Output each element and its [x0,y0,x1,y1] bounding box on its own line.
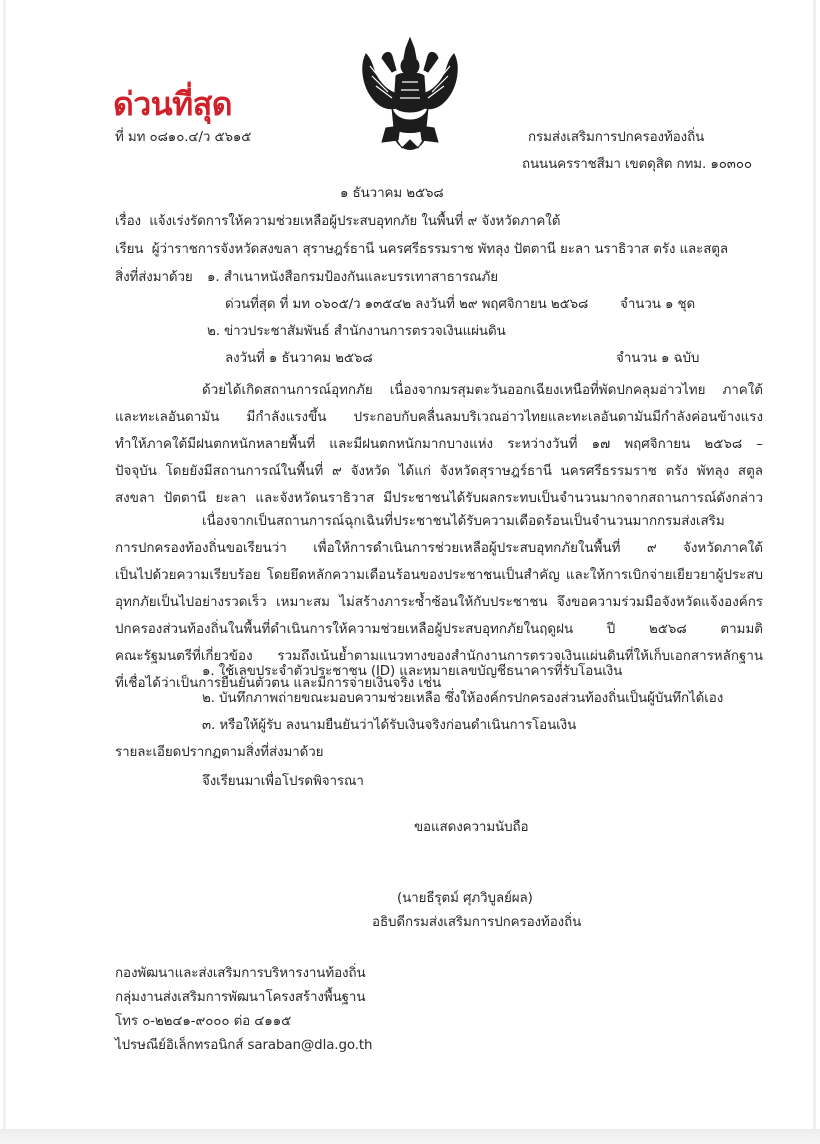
agency-address: ถนนนครราชสีมา เขตดุสิต กทม. ๑๐๓๐๐ [522,157,752,172]
footer-email: ไปรษณีย์อิเล็กทรอนิกส์ saraban@dla.go.th [115,1038,373,1053]
paragraph-1-line: ด้วยได้เกิดสถานการณ์อุทกภัย เนื่องจากมรสุมตะวันออกเฉียงเหนือที่พัดปกคลุมอ่าวไทย ภาคใต้ [202,383,763,398]
enclosure-2-quantity: จำนวน ๑ ฉบับ [616,351,700,366]
agency-name: กรมส่งเสริมการปกครองท้องถิ่น [528,130,705,145]
document-number: ที่ มท ๐๘๑๐.๔/ว ๕๖๑๕ [115,130,252,145]
signatory-name: (นายธีรุตม์ ศุภวิบูลย์ผล) [397,891,533,906]
paragraph-2-line: คณะรัฐมนตรีที่เกี่ยวข้อง รวมถึงเน้นย้ำตามแนวทางของสำนักงานการตรวจเงินแผ่นดินที่ให้เก็บเอกสารหลักฐาน [115,649,763,664]
signatory-position: อธิบดีกรมส่งเสริมการปกครองท้องถิ่น [372,915,582,930]
details-note: รายละเอียดปรากฏตามสิ่งที่ส่งมาด้วย [115,745,324,760]
enclosure-2-reference: ลงวันที่ ๑ ธันวาคม ๒๕๖๘ [225,351,373,366]
paragraph-1-line: ทำให้ภาคใต้มีฝนตกหนักหลายพื้นที่ และมีฝนตกหนักมากบางแห่ง ระหว่างวันที่ ๑๗ พฤศจิกายน ๒๕๖๘ – [115,437,763,452]
enclosure-1-reference: ด่วนที่สุด ที่ มท ๐๖๐๕/ว ๑๓๕๔๒ ลงวันที่ ๒๙ พฤศจิกายน ๒๕๖๘ [225,297,589,312]
recipient-line [115,240,728,260]
body-paragraph-1 [115,377,763,512]
paragraph-1-line: และทะเลอันดามัน มีกำลังแรงขึ้น ประกอบกับคลื่นลมบริเวณอ่าวไทยและทะเลอันดามันมีกำลังค่อนข้างแรง [115,410,763,425]
paragraph-1-line: ปัจจุบัน โดยยังมีสถานการณ์ในพื้นที่ ๙ จังหวัด ได้แก่ จังหวัดสุราษฎร์ธานี นครศรีธรรมราช ตรัง พัทลุง สตูล [115,464,763,479]
paragraph-2-line: เป็นไปด้วยความเรียบร้อย โดยยึดหลักความเดือนร้อนของประชาชนเป็นสำคัญ และให้การเบิกจ่ายเยียวยาผู้ประสบ [115,568,763,583]
recipient-label: เรียน [115,242,144,257]
subject-label: เรื่อง [115,214,141,229]
page-edge-right [813,0,816,1132]
subject-line [115,212,560,232]
evidence-list-item-3: ๓. หรือให้ผู้รับ ลงนามยืนยันว่าได้รับเงินจริงก่อนดำเนินการโอนเงิน [202,718,577,733]
enclosures-label: สิ่งที่ส่งมาด้วย [115,270,193,285]
paragraph-2-line: ที่เชื่อได้ว่าเป็นการยืนยันตัวตน และมีการจ่ายเงินจริง เช่น [115,676,442,691]
garuda-emblem-icon [356,36,464,156]
enclosure-1-title: ๑. สำเนาหนังสือกรมป้องกันและบรรเทาสาธารณภัย [207,270,498,285]
enclosure-1-quantity: จำนวน ๑ ชุด [620,297,696,312]
paragraph-1-line: สงขลา ปัตตานี ยะลา และจังหวัดนราธิวาส มีประชาชนได้รับผลกระทบเป็นจำนวนมากจากสถานการณ์ดังกล่าว [115,491,763,506]
evidence-list-item-2: ๒. บันทึกภาพถ่ายขณะมอบความช่วยเหลือ ซึ่งให้องค์กรปกครองส่วนท้องถิ่นเป็นผู้บันทึกได้เอง [202,691,724,706]
paragraph-2-line: อุทกภัยเป็นไปอย่างรวดเร็ว เหมาะสม ไม่สร้างภาระซ้ำซ้อนให้กับประชาชน จึงขอความร่วมมือจังหวัดแจ้งองค์กร [115,595,763,610]
page-edge-left [3,0,6,1132]
footer-phone: โทร ๐-๒๒๔๑-๙๐๐๐ ต่อ ๔๑๑๕ [115,1014,292,1029]
footer-group: กลุ่มงานส่งเสริมการพัฒนาโครงสร้างพื้นฐาน [115,990,366,1005]
urgency-stamp: ด่วนที่สุด [113,85,233,123]
footer-division: กองพัฒนาและส่งเสริมการบริหารงานท้องถิ่น [115,966,366,981]
paragraph-2-line: การปกครองท้องถิ่นขอเรียนว่า เพื่อให้การดำเนินการช่วยเหลือผู้ประสบอุทกภัยในพื้นที่ ๙ จังหวัดภาคใต้ [115,541,763,556]
closing-salutation: ขอแสดงความนับถือ [414,820,529,835]
recipient-text: ผู้ว่าราชการจังหวัดสงขลา สุราษฎร์ธานี นครศรีธรรมราช พัทลุง ปัตตานี ยะลา นราธิวาส ตรัง และสตูล [151,242,728,257]
document-date: ๑ ธันวาคม ๒๕๖๘ [340,186,444,201]
subject-text: แจ้งเร่งรัดการให้ความช่วยเหลือผู้ประสบอุทกภัย ในพื้นที่ ๙ จังหวัดภาคใต้ [149,214,561,229]
closing-request: จึงเรียนมาเพื่อโปรดพิจารณา [202,774,364,789]
paragraph-2-line: ปกครองส่วนท้องถิ่นในพื้นที่ดำเนินการให้ความช่วยเหลือผู้ประสบอุทกภัยในฤดูฝน ปี ๒๕๖๘ ตามมติ [115,622,763,637]
paragraph-2-line: เนื่องจากเป็นสถานการณ์ฉุกเฉินที่ประชาชนได้รับความเดือดร้อนเป็นจำนวนมากกรมส่งเสริม [202,514,725,529]
evidence-list-item-1: ๑. ใช้เลขประจำตัวประชาชน (ID) และหมายเลขบัญชีธนาคารที่รับโอนเงิน [202,664,623,679]
enclosure-2-title: ๒. ข่าวประชาสัมพันธ์ สำนักงานการตรวจเงินแผ่นดิน [207,324,506,339]
page-bottom-shadow [0,1129,820,1144]
